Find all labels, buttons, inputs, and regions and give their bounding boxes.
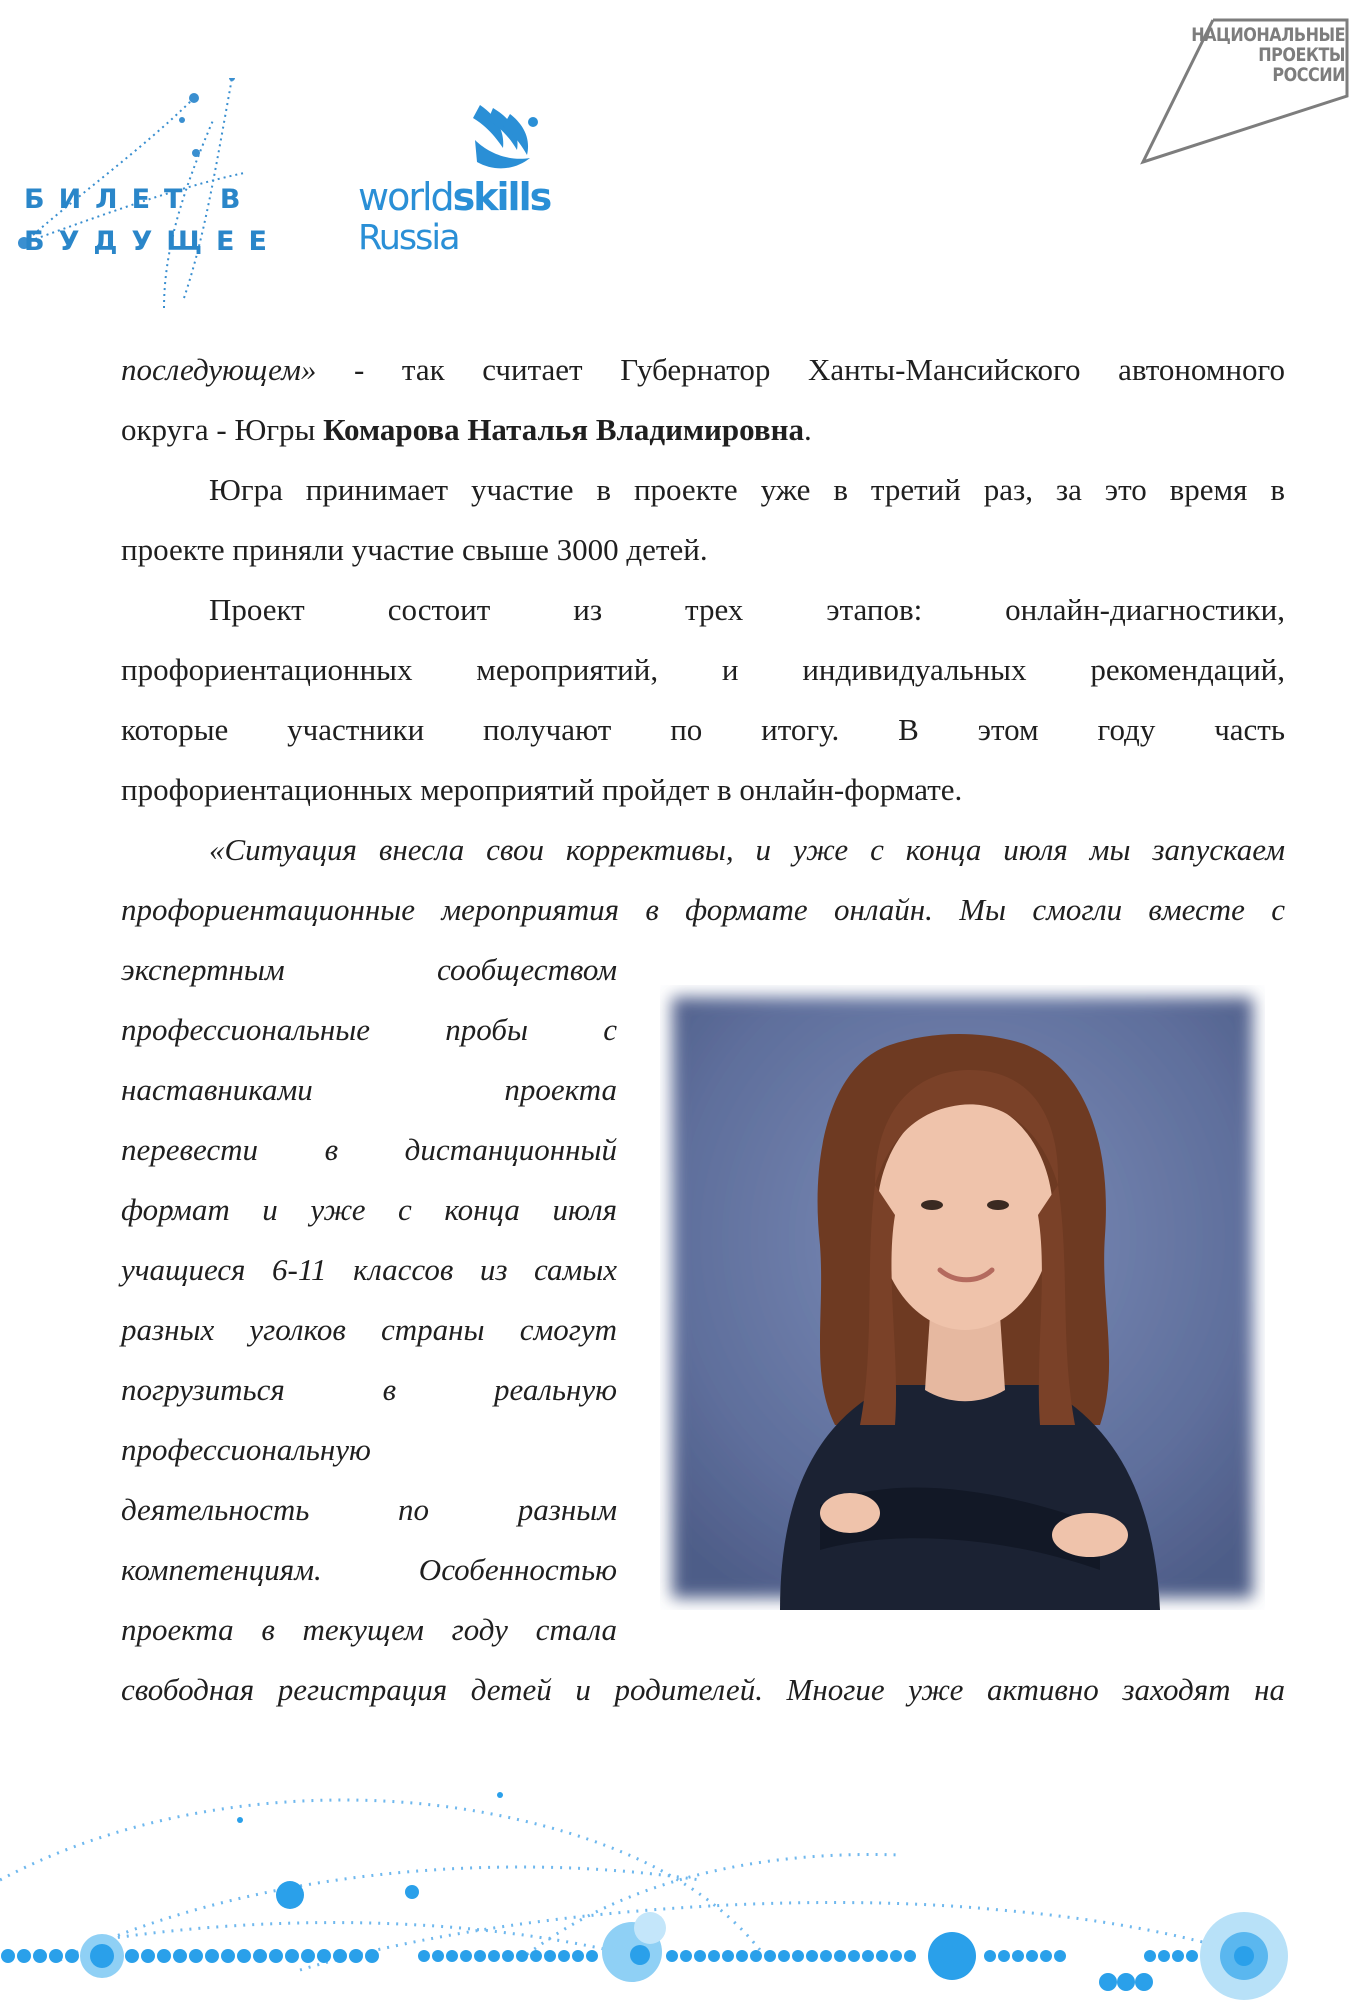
p1-line2-post: . [803,412,812,447]
paragraph-2 [121,460,1285,580]
paragraph-3 [121,580,1285,820]
p4-line2: профориентационные мероприятия в формате онлайн. Мы смогли вместе с [121,892,1285,927]
np-logo-line3: РОССИИ [1272,63,1345,86]
national-projects-logo [1135,14,1353,169]
narrow-line-10: деятельность по разным [121,1492,617,1527]
paragraph-4-quote [121,820,1285,940]
narrow-line-6: учащиеся 6-11 классов из самых [121,1252,617,1287]
np-logo-line1: НАЦИОНАЛЬНЫЕ [1191,23,1345,46]
quote-continuation-line: свободная регистрация детей и родителей. Многие уже активно заходят на [121,1672,1285,1707]
p3-line1: Проект состоит из трех этапов: онлайн-диагностики, [209,592,1285,627]
p3-line2: профориентационных мероприятий, и индивидуальных рекомендаций, [121,652,1285,687]
ws-world: world [358,175,453,219]
paragraph-1 [121,340,1285,460]
worldskills-hand-icon [355,100,585,180]
p1-line2 [121,400,1285,460]
p1-line2-pre: округа - Югры [121,412,324,447]
narrow-line-8: погрузиться в реальную [121,1372,617,1407]
worldskills-wordmark [358,175,551,219]
p3-line3: которые участники получают по итогу. В этом году часть [121,712,1285,747]
narrow-line-2: профессиональные пробы с [121,1012,617,1047]
quote-end: последующем» [121,352,317,387]
footer-decorative-dots [0,1760,1355,2000]
narrow-line-3: наставниками проекта [121,1072,617,1107]
np-logo-line2: ПРОЕКТЫ [1258,43,1345,66]
p2-line1: Югра принимает участие в проекте уже в третий раз, за это время в [209,472,1285,507]
bilet-logo-line2: БУДУЩЕЕ [24,226,281,257]
narrow-line-9: профессиональную [121,1432,371,1467]
narrow-line-12: проекта в текущем году стала [121,1612,617,1647]
narrow-line-4: перевести в дистанционный [121,1132,617,1167]
p1-line1 [121,340,1285,400]
governor-photo [660,985,1265,1610]
ws-skills: skills [452,175,551,219]
narrow-line-1: экспертным сообществом [121,952,617,987]
p2-line2: проекте приняли участие свыше 3000 детей. [121,532,708,567]
worldskills-russia-logo [355,100,585,270]
p1-line1-rest: - так считает Губернатор Ханты-Мансийского автономного [316,352,1285,387]
quote-narrow-column [121,940,617,1660]
bilet-v-budushchee-logo [14,78,304,328]
bilet-logo-line1: БИЛЕТ В [24,184,255,215]
p4-line1: «Ситуация внесла свои коррективы, и уже с конца июля мы запускаем [209,832,1285,867]
governor-name: Комарова Наталья Владимировна [323,412,804,447]
narrow-line-5: формат и уже с конца июля [121,1192,617,1227]
narrow-line-11: компетенциям. Особенностью [121,1552,617,1587]
narrow-line-7: разных уголков страны смогут [121,1312,617,1347]
ws-russia: Russia [358,218,459,258]
p3-line4: профориентационных мероприятий пройдет в онлайн-формате. [121,772,963,807]
